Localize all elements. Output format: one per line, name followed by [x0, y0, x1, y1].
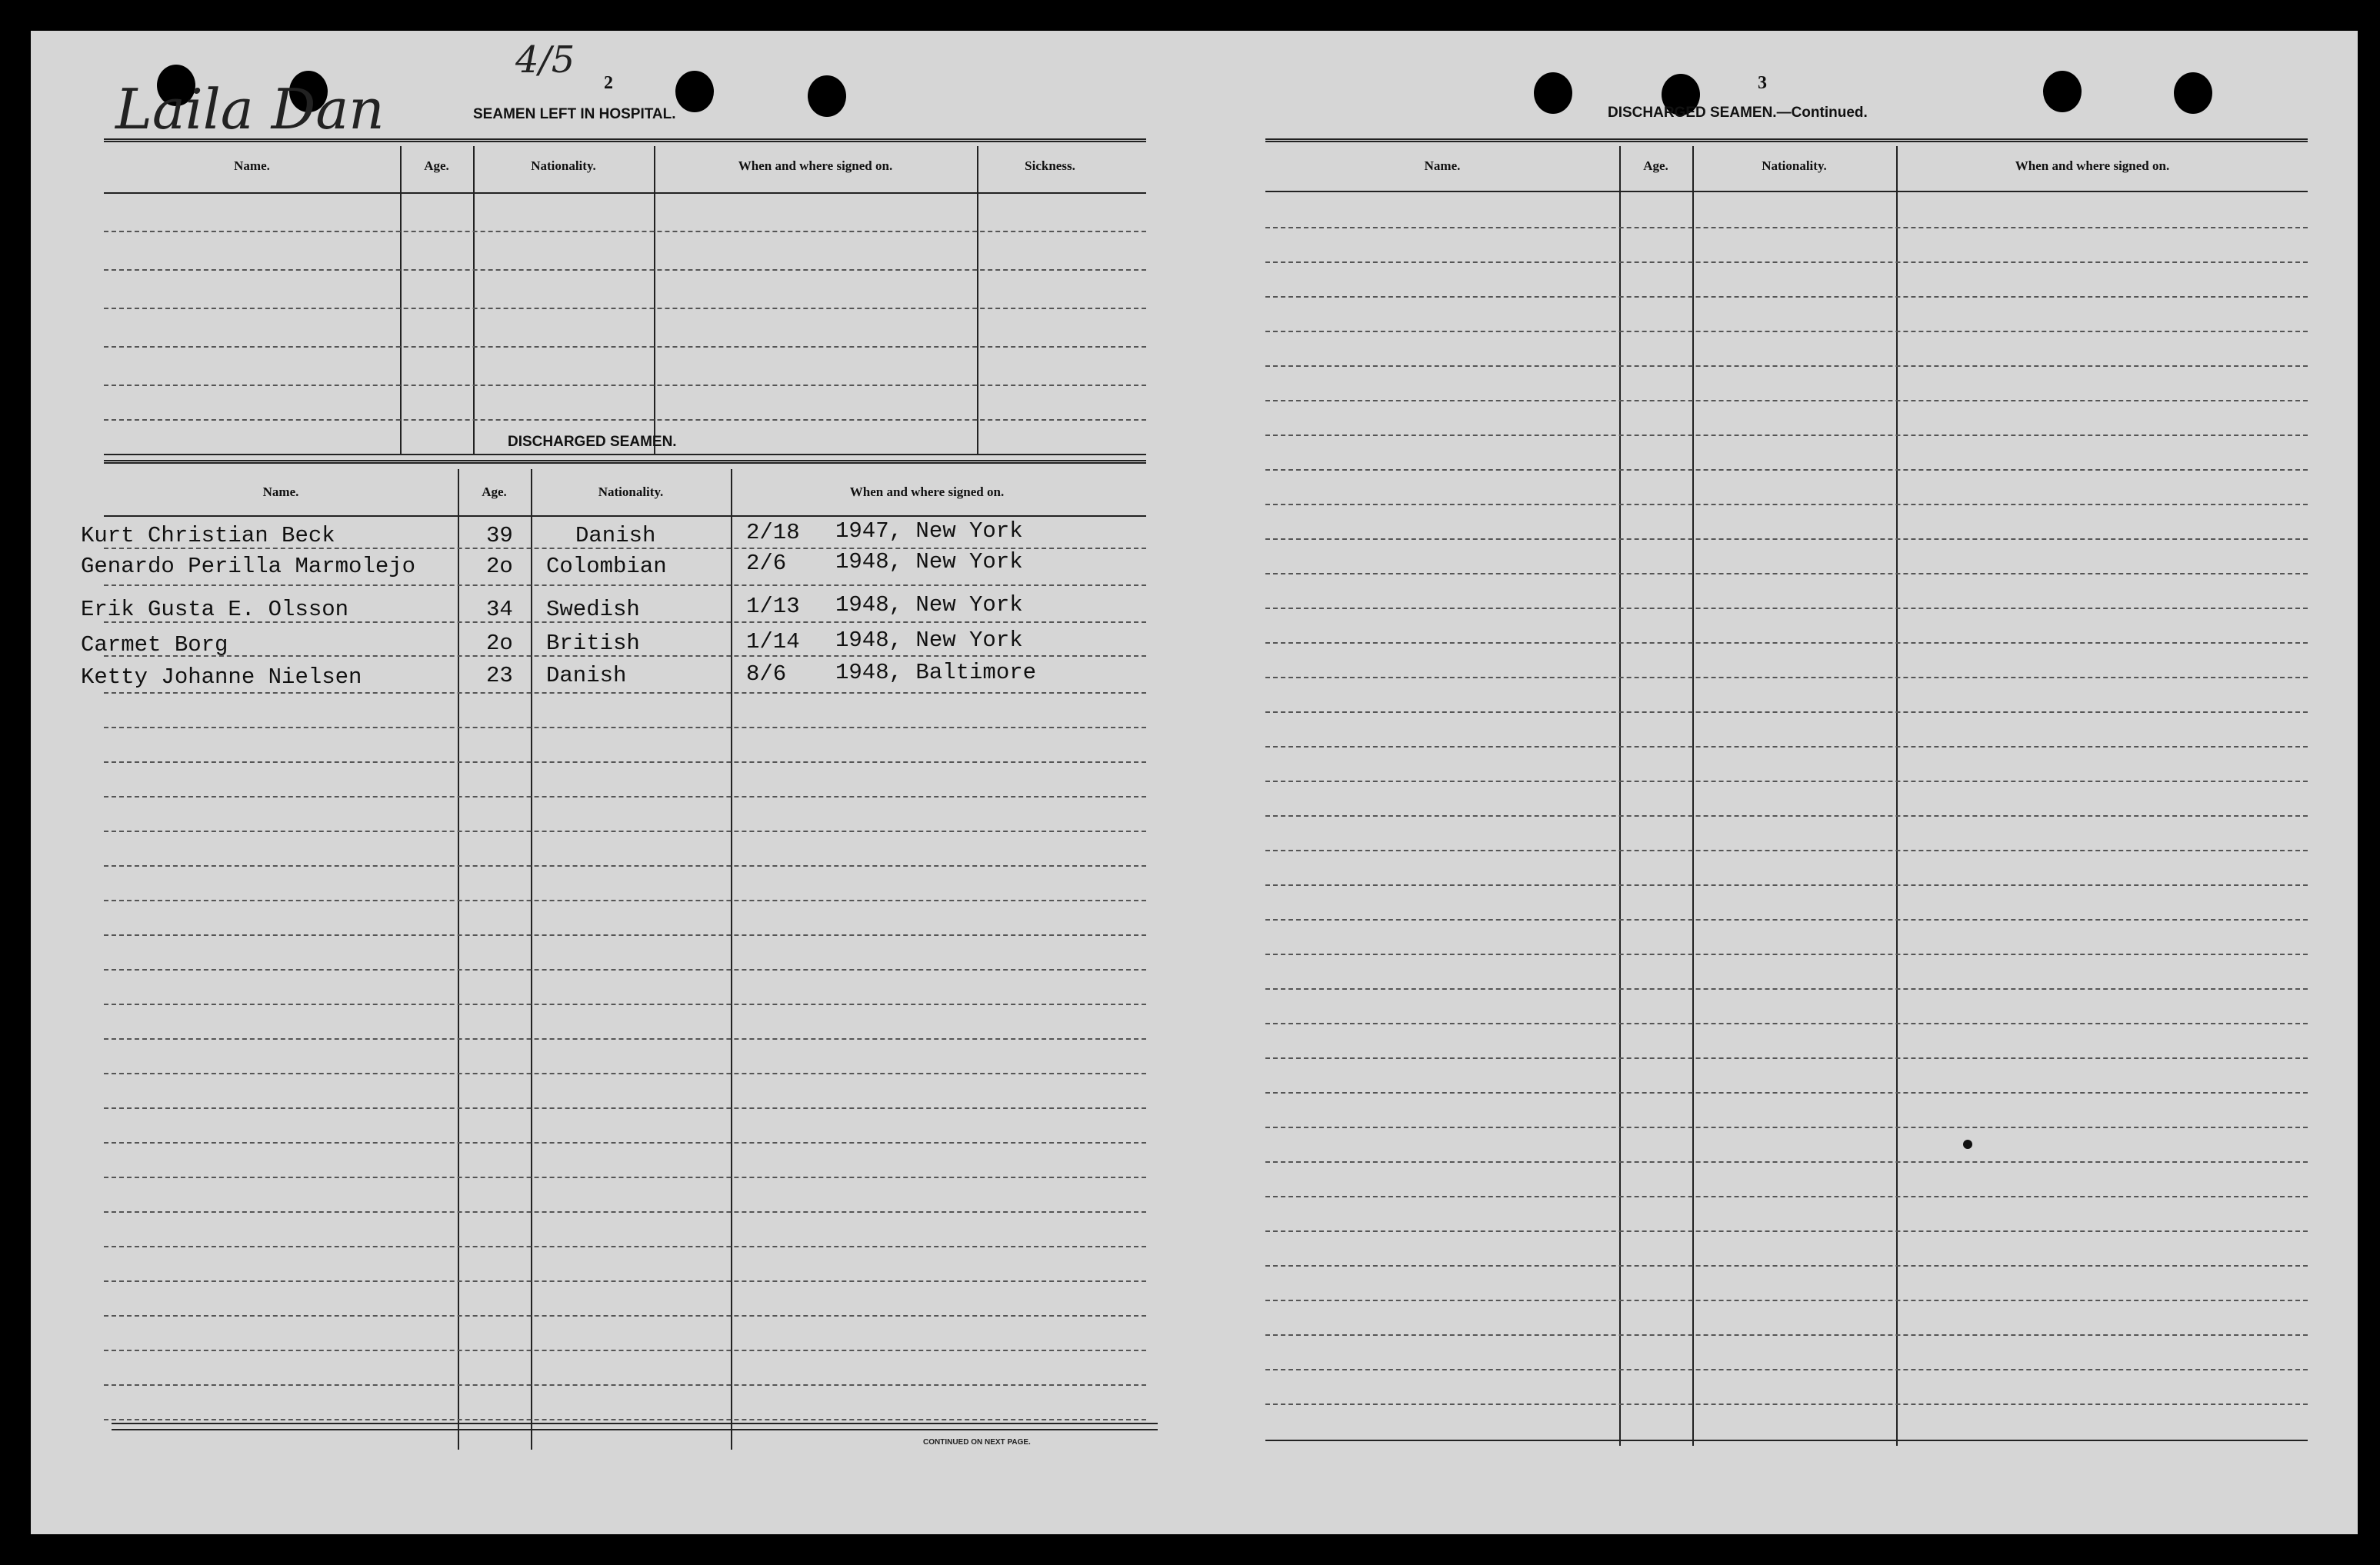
- discharged-row-2-year-place: 1948, New York: [835, 549, 1023, 574]
- hospital-section-title: SEAMEN LEFT IN HOSPITAL.: [473, 106, 676, 122]
- right-col-signed-on: When and where signed on.: [2015, 158, 2170, 173]
- discharged-row-5-year-place: 1948, Baltimore: [835, 660, 1037, 685]
- discharged-row-3-date: 1/13: [746, 594, 800, 619]
- right-section-title: DISCHARGED SEAMEN.—Continued.: [1608, 105, 1868, 121]
- discharged-row-3-age: 34: [486, 597, 513, 622]
- discharged-row-3-name: Erik Gusta E. Olsson: [81, 597, 349, 622]
- punch-hole: [2043, 71, 2082, 112]
- discharged-row-3-year-place: 1948, New York: [835, 592, 1023, 618]
- discharged-row-1-name: Kurt Christian Beck: [81, 523, 335, 548]
- punch-hole: [675, 71, 714, 112]
- hospital-col-age: Age.: [424, 158, 449, 173]
- discharged-row-1-nationality: Danish: [575, 523, 656, 548]
- punch-hole: [808, 75, 846, 117]
- discharged-section-title: DISCHARGED SEAMEN.: [508, 434, 677, 450]
- discharged-row-2-nationality: Colombian: [546, 554, 667, 579]
- punch-hole: [1534, 72, 1572, 114]
- hospital-col-sickness: Sickness.: [1025, 158, 1075, 173]
- right-col-age: Age.: [1643, 158, 1668, 173]
- discharged-row-2-name: Genardo Perilla Marmolejo: [81, 554, 416, 579]
- discharged-row-5-date: 8/6: [746, 661, 787, 687]
- hospital-col-signed-on: When and where signed on.: [738, 158, 893, 173]
- discharged-col-nationality: Nationality.: [598, 484, 664, 499]
- discharged-row-1-year-place: 1947, New York: [835, 518, 1023, 544]
- discharged-row-3-nationality: Swedish: [546, 597, 640, 622]
- right-col-nationality: Nationality.: [1762, 158, 1827, 173]
- discharged-row-1-age: 39: [486, 523, 513, 548]
- right-col-name: Name.: [1424, 158, 1461, 173]
- discharged-col-age: Age.: [482, 484, 507, 499]
- hospital-col-nationality: Nationality.: [531, 158, 596, 173]
- discharged-row-4-name: Carmet Borg: [81, 632, 228, 658]
- discharged-row-5-name: Ketty Johanne Nielsen: [81, 664, 362, 690]
- discharged-row-1-date: 2/18: [746, 520, 800, 545]
- discharged-col-signed-on: When and where signed on.: [849, 484, 1005, 499]
- discharged-col-name: Name.: [262, 484, 299, 499]
- document-page: [31, 31, 2358, 1534]
- right-page-number: 3: [1758, 73, 1767, 93]
- punch-hole: [2174, 72, 2212, 114]
- discharged-row-2-date: 2/6: [746, 551, 787, 576]
- discharged-row-4-age: 2o: [486, 631, 513, 656]
- handwritten-note: Laila Dan: [115, 77, 385, 142]
- discharged-row-5-age: 23: [486, 663, 513, 688]
- hospital-col-name: Name.: [234, 158, 270, 173]
- discharged-row-5-nationality: Danish: [546, 663, 627, 688]
- discharged-row-4-nationality: British: [546, 631, 640, 656]
- handwritten-fraction: 4/5: [515, 38, 575, 82]
- discharged-row-4-date: 1/14: [746, 629, 800, 654]
- discharged-row-2-age: 2o: [486, 554, 513, 579]
- ink-dot: [1963, 1140, 1972, 1149]
- left-page-number: 2: [604, 73, 613, 93]
- continued-note: CONTINUED ON NEXT PAGE.: [923, 1438, 1031, 1447]
- discharged-row-4-year-place: 1948, New York: [835, 628, 1023, 653]
